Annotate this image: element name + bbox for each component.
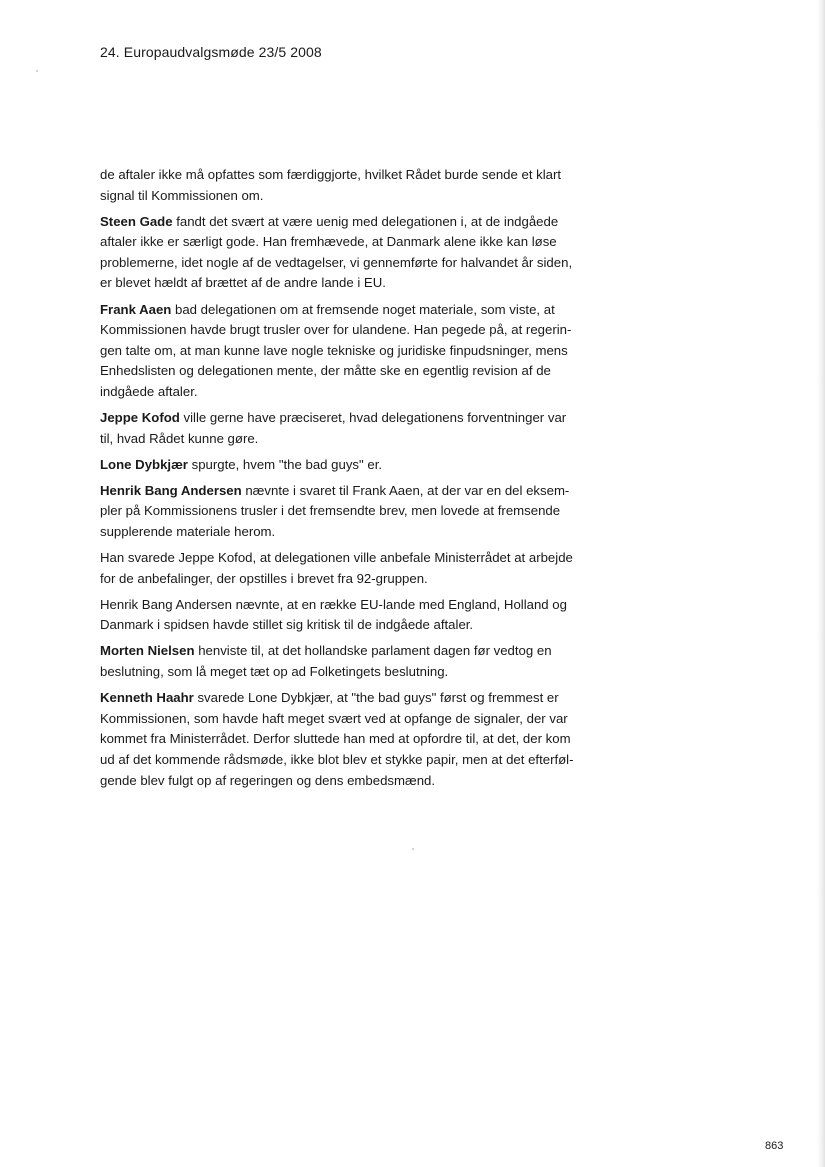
paragraph bbox=[100, 595, 578, 636]
text-line bbox=[100, 382, 578, 403]
speaker-name: Jeppe Kofod bbox=[100, 410, 180, 426]
text-line bbox=[100, 771, 578, 792]
line-text: Danmark i spidsen havde stillet sig kritisk til de indgåede aftaler. bbox=[100, 617, 474, 633]
page-number: 863 bbox=[765, 1140, 784, 1152]
line-text: nævnte i svaret til Frank Aaen, at der var en del eksem- bbox=[241, 482, 570, 498]
text-line bbox=[100, 212, 578, 233]
text-line bbox=[100, 595, 578, 616]
text-line bbox=[100, 273, 578, 294]
paragraph bbox=[100, 408, 578, 449]
text-line bbox=[100, 729, 578, 750]
text-line bbox=[100, 615, 578, 636]
line-text: er blevet hældt af brættet af de andre lande i EU. bbox=[100, 275, 386, 291]
line-text: problemerne, idet nogle af de vedtagelser, vi gennemførte for halvandet år siden, bbox=[100, 254, 573, 270]
line-text: gen talte om, at man kunne lave nogle tekniske og juridiske finpudsninger, mens bbox=[100, 342, 568, 358]
text-line bbox=[100, 522, 578, 543]
speaker-name: Henrik Bang Andersen bbox=[100, 482, 242, 498]
line-text: Henrik Bang Andersen nævnte, at en række EU-lande med England, Holland og bbox=[100, 596, 567, 612]
speaker-name: Steen Gade bbox=[100, 213, 173, 229]
paragraph bbox=[100, 548, 578, 589]
text-line bbox=[100, 361, 578, 382]
paragraph bbox=[100, 688, 578, 791]
document-body bbox=[100, 165, 578, 797]
scan-speck bbox=[412, 848, 414, 850]
paragraph bbox=[100, 300, 578, 403]
text-line bbox=[100, 186, 578, 207]
speaker-name: Morten Nielsen bbox=[100, 643, 195, 659]
text-line bbox=[100, 300, 578, 321]
text-line bbox=[100, 320, 578, 341]
line-text: spurgte, hvem "the bad guys" er. bbox=[187, 456, 383, 472]
text-line bbox=[100, 455, 578, 476]
line-text: gende blev fulgt op af regeringen og dens embedsmænd. bbox=[100, 772, 436, 788]
text-line bbox=[100, 429, 578, 450]
line-text: henviste til, at det hollandske parlament dagen før vedtog en bbox=[194, 643, 552, 659]
text-line bbox=[100, 641, 578, 662]
text-line bbox=[100, 569, 578, 590]
text-line bbox=[100, 341, 578, 362]
line-text: kommet fra Ministerrådet. Derfor sluttede han med at opfordre til, at det, der kom bbox=[100, 731, 571, 747]
line-text: ud af det kommende rådsmøde, ikke blot blev et stykke papir, men at det efterføl- bbox=[100, 751, 574, 767]
paragraph bbox=[100, 641, 578, 682]
text-line bbox=[100, 709, 578, 730]
line-text: Kommissionen havde brugt trusler over for ulandene. Han pegede på, at regerin- bbox=[100, 322, 572, 338]
text-line bbox=[100, 662, 578, 683]
line-text: Enhedslisten og delegationen mente, der måtte ske en egentlig revision af de bbox=[100, 363, 551, 379]
page-header: 24. Europaudvalgsmøde 23/5 2008 bbox=[100, 44, 322, 60]
line-text: ville gerne have præciseret, hvad delegationens forventninger var bbox=[179, 410, 567, 426]
line-text: Kommissionen, som havde haft meget svært ved at opfange de signaler, der var bbox=[100, 710, 568, 726]
text-line bbox=[100, 688, 578, 709]
line-text: til, hvad Rådet kunne gøre. bbox=[100, 430, 259, 446]
text-line bbox=[100, 501, 578, 522]
paragraph bbox=[100, 481, 578, 543]
text-line bbox=[100, 481, 578, 502]
text-line bbox=[100, 408, 578, 429]
text-line bbox=[100, 548, 578, 569]
speaker-name: Kenneth Haahr bbox=[100, 690, 194, 706]
line-text: signal til Kommissionen om. bbox=[100, 187, 264, 203]
paragraph bbox=[100, 165, 578, 206]
paragraph bbox=[100, 212, 578, 294]
text-line bbox=[100, 750, 578, 771]
text-line bbox=[100, 253, 578, 274]
line-text: fandt det svært at være uenig med delegationen i, at de indgåede bbox=[172, 213, 559, 229]
scan-speck bbox=[36, 70, 38, 72]
speaker-name: Lone Dybkjær bbox=[100, 456, 188, 472]
line-text: svarede Lone Dybkjær, at "the bad guys" først og fremmest er bbox=[193, 690, 559, 706]
line-text: beslutning, som lå meget tæt op ad Folketingets beslutning. bbox=[100, 664, 449, 680]
line-text: aftaler ikke er særligt gode. Han fremhævede, at Danmark alene ikke kan løse bbox=[100, 234, 557, 250]
line-text: indgåede aftaler. bbox=[100, 383, 198, 399]
line-text: pler på Kommissionens trusler i det fremsendte brev, men lovede at fremsende bbox=[100, 503, 561, 519]
text-line bbox=[100, 165, 578, 186]
line-text: supplerende materiale herom. bbox=[100, 524, 276, 539]
line-text: Han svarede Jeppe Kofod, at delegationen ville anbefale Ministerrådet at arbejde bbox=[100, 550, 573, 566]
paragraph bbox=[100, 455, 578, 476]
speaker-name: Frank Aaen bbox=[100, 301, 172, 317]
text-line bbox=[100, 232, 578, 253]
scan-edge-shadow bbox=[817, 0, 825, 1167]
line-text: de aftaler ikke må opfattes som færdiggjorte, hvilket Rådet burde sende et klart bbox=[100, 167, 562, 182]
line-text: bad delegationen om at fremsende noget materiale, som viste, at bbox=[171, 301, 555, 317]
line-text: for de anbefalinger, der opstilles i brevet fra 92-gruppen. bbox=[100, 570, 428, 586]
